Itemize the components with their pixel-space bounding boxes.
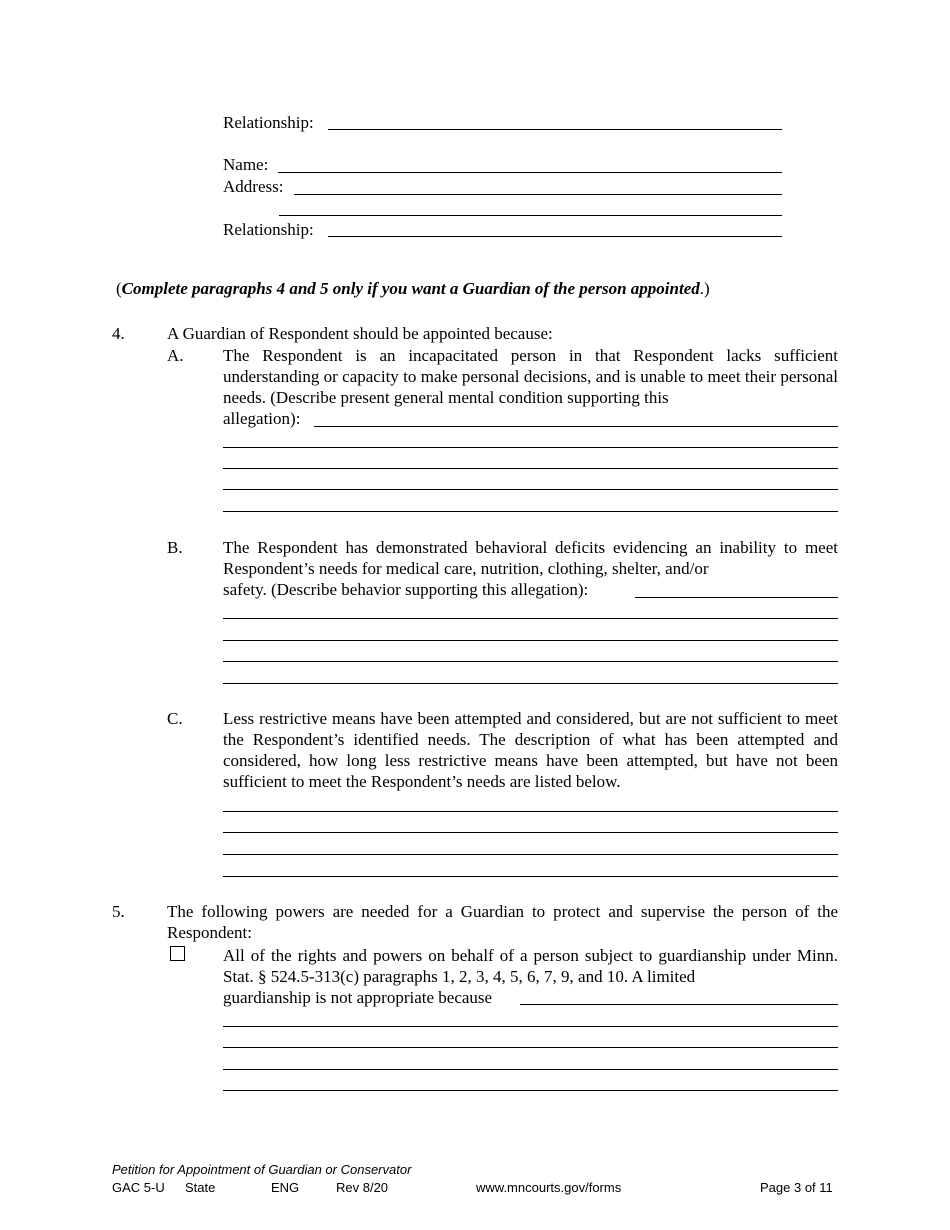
item-4a-answer-line-3[interactable] [223, 468, 838, 469]
item-4a-tail: allegation): [223, 409, 301, 428]
item-4c-letter: C. [167, 709, 183, 728]
address-label: Address: [223, 177, 284, 196]
paragraph-instruction [116, 278, 710, 299]
name-field[interactable] [278, 172, 782, 173]
section-5-answer-line-3[interactable] [223, 1047, 838, 1048]
item-4a-answer-line-2[interactable] [223, 447, 838, 448]
item-4c-answer-line-3[interactable] [223, 854, 838, 855]
footer-language: ENG [271, 1180, 300, 1195]
section-5-answer-line-2[interactable] [223, 1026, 838, 1027]
item-4a-letter: A. [167, 346, 184, 365]
item-4b-answer-line-3[interactable] [223, 640, 838, 641]
footer-revision: Rev 8/20 [336, 1180, 389, 1195]
all-powers-text: All of the rights and powers on behalf of a person subject to guardianship under Minn. Stat. § 524.5-313(c) paragraphs 1, 2, 3, 4, 5, 6, 7, 9, and 10. A limited [223, 946, 838, 986]
instruction-close: .) [699, 279, 710, 298]
section-5-heading: The following powers are needed for a Guardian to protect and supervise the person of the Respondent: [167, 902, 838, 942]
instruction-open-paren: ( [116, 279, 122, 298]
item-4b-letter: B. [167, 538, 183, 557]
item-4c-answer-line-2[interactable] [223, 832, 838, 833]
item-4b-answer-line-5[interactable] [223, 683, 838, 684]
section-4-number: 4. [112, 324, 125, 343]
instruction-text: Complete paragraphs 4 and 5 only if you want a Guardian of the person appointed [121, 279, 700, 298]
all-powers-tail: guardianship is not appropriate because [223, 988, 493, 1007]
item-4b-answer-line-4[interactable] [223, 661, 838, 662]
item-4b-text: The Respondent has demonstrated behavioral deficits evidencing an inability to meet Respondent’s needs for medical care, nutrition, clothing, shelter, and/or [223, 538, 838, 578]
relationship-label-2: Relationship: [223, 220, 314, 239]
item-4a-answer-line-5[interactable] [223, 511, 838, 512]
item-4a-text: The Respondent is an incapacitated person in that Respondent lacks sufficient understanding or capacity to make personal decisions, and is unable to meet their personal needs. (Describe present general mental condition supporting this [223, 346, 838, 407]
item-4b-answer-line-1[interactable] [635, 597, 838, 598]
footer-website[interactable]: www.mncourts.gov/forms [476, 1180, 622, 1195]
section-5-answer-line-5[interactable] [223, 1090, 838, 1091]
item-4b-tail: safety. (Describe behavior supporting this allegation): [223, 580, 589, 599]
section-5-answer-line-1[interactable] [520, 1004, 838, 1005]
footer-jurisdiction: State [185, 1180, 216, 1195]
item-4a-answer-line-1[interactable] [314, 426, 838, 427]
relationship-field-2[interactable] [328, 236, 782, 237]
section-4-heading: A Guardian of Respondent should be appointed because: [167, 324, 553, 343]
footer-form-code: GAC 5-U [112, 1180, 165, 1195]
name-label: Name: [223, 155, 269, 174]
item-4b-answer-line-2[interactable] [223, 618, 838, 619]
footer-page-number: Page 3 of 11 [760, 1180, 833, 1195]
item-4c-text: Less restrictive means have been attempted and considered, but are not sufficient to meet the Respondent’s identified needs. The description of what has been attempted and considered, how long less restrictive means have been attempted, but have not been sufficient to meet the Respondent’s needs are listed below. [223, 709, 838, 791]
all-powers-checkbox[interactable] [170, 946, 185, 961]
footer-form-title: Petition for Appointment of Guardian or Conservator [112, 1162, 412, 1177]
item-4c-answer-line-1[interactable] [223, 811, 838, 812]
address-field-line-2[interactable] [279, 215, 782, 216]
section-5-answer-line-4[interactable] [223, 1069, 838, 1070]
section-5-number: 5. [112, 902, 125, 921]
item-4c-answer-line-4[interactable] [223, 876, 838, 877]
address-field-line-1[interactable] [294, 194, 782, 195]
relationship-field[interactable] [328, 129, 782, 130]
relationship-label: Relationship: [223, 113, 314, 132]
item-4a-answer-line-4[interactable] [223, 489, 838, 490]
